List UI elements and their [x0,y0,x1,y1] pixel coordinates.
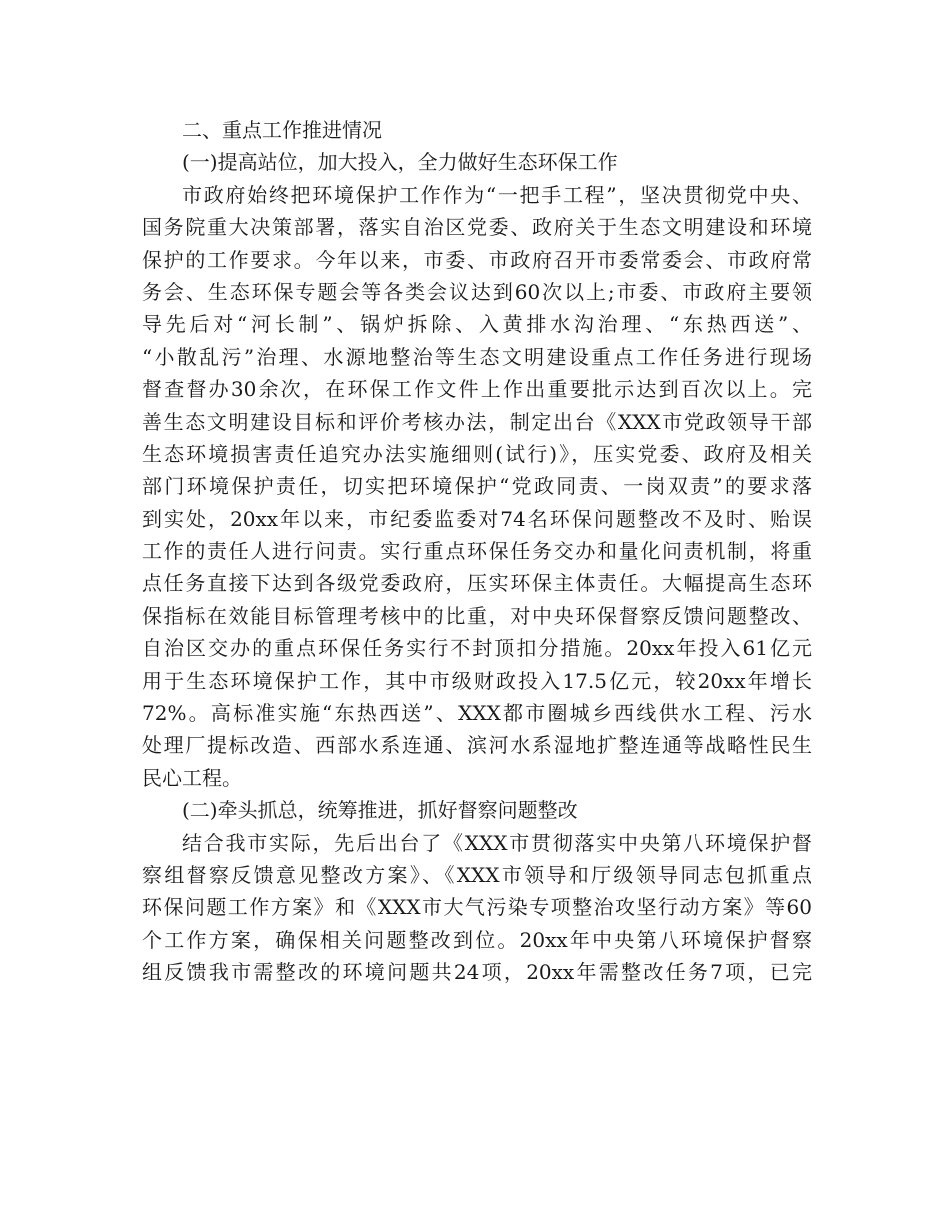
paragraph-line: 生态环境损害责任追究办法实施细则(试行)》，压实党委、政府及相关 [142,441,812,466]
paragraph-line: 市政府始终把环境保护工作作为“一把手工程”，坚决贯彻党中央、 [182,182,812,207]
subheading-1: (一)提高站位，加大投入，全力做好生态环保工作 [182,150,618,175]
paragraph-line: 国务院重大决策部署，落实自治区党委、政府关于生态文明建设和环境 [142,215,812,240]
paragraph-line: 自治区交办的重点环保任务实行不封顶扣分措施。20xx年投入61亿元 [142,636,812,661]
paragraph-line: 保指标在效能目标管理考核中的比重，对中央环保督察反馈问题整改、 [142,603,812,628]
paragraph-line: 务会、生态环保专题会等各类会议达到60次以上;市委、市政府主要领 [142,279,812,304]
paragraph-line: 督查督办30余次，在环保工作文件上作出重要批示达到百次以上。完 [142,377,812,402]
paragraph-line: “小散乱污”治理、水源地整治等生态文明建设重点工作任务进行现场 [142,344,812,369]
paragraph-2 [142,827,812,989]
paragraph-line: 部门环境保护责任，切实把环境保护“党政同责、一岗双责”的要求落 [142,474,812,499]
paragraph-1 [142,179,812,794]
paragraph-line: 保护的工作要求。今年以来，市委、市政府召开市委常委会、市政府常 [142,247,812,272]
paragraph-line: 72%。高标准实施“东热西送”、XXX都市圈城乡西线供水工程、污水 [142,701,812,726]
section-heading: 二、重点工作推进情况 [182,118,382,142]
paragraph-line: 用于生态环境保护工作，其中市级财政投入17.5亿元，较20xx年增长 [142,668,812,693]
document-body [142,114,812,989]
paragraph-line: 善生态文明建设目标和评价考核办法，制定出台《XXX市党政领导干部 [142,409,812,434]
paragraph-line: 点任务直接下达到各级党委政府，压实环保主体责任。大幅提高生态环 [142,571,812,596]
paragraph-line: 察组督察反馈意见整改方案》、《XXX市领导和厅级领导同志包抓重点 [142,862,812,887]
paragraph-line: 结合我市实际，先后出台了《XXX市贯彻落实中央第八环境保护督 [182,830,812,855]
paragraph-line: 组反馈我市需整改的环境问题共24项，20xx年需整改任务7项，已完 [142,960,812,985]
paragraph-line: 工作的责任人进行问责。实行重点环保任务交办和量化问责机制，将重 [142,539,812,564]
paragraph-line: 到实处，20xx年以来，市纪委监委对74名环保问题整改不及时、贻误 [142,506,812,531]
paragraph-line: 个工作方案，确保相关问题整改到位。20xx年中央第八环境保护督察 [142,927,812,952]
paragraph-line: 处理厂提标改造、西部水系连通、滨河水系湿地扩整连通等战略性民生 [142,733,812,758]
subheading-2: (二)牵头抓总，统筹推进，抓好督察问题整改 [182,798,578,823]
paragraph-line: 民心工程。 [142,765,242,790]
paragraph-line: 环保问题工作方案》和《XXX市大气污染专项整治攻坚行动方案》等60 [142,895,812,920]
paragraph-line: 导先后对“河长制”、锅炉拆除、入黄排水沟治理、“东热西送”、 [142,312,812,337]
